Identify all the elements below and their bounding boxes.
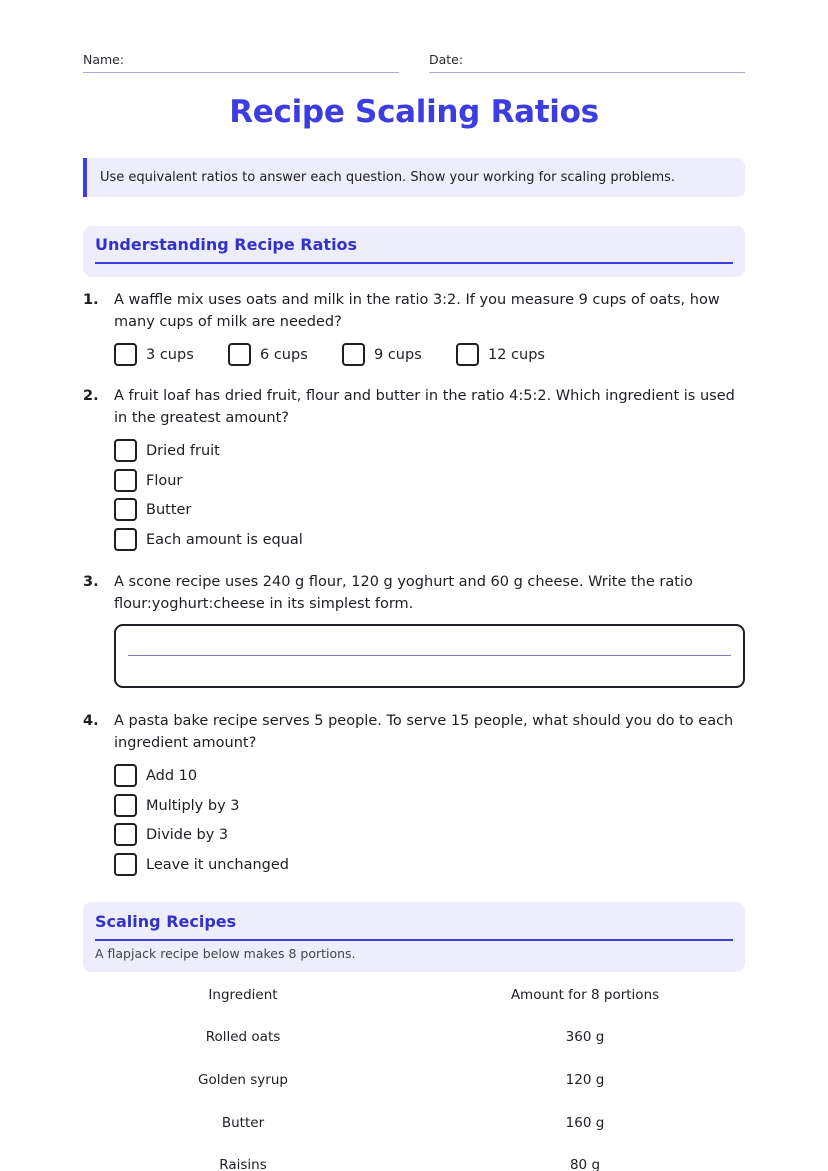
question-number: 3.: [83, 574, 99, 590]
column-header-amount: Amount for 8 portions: [510, 987, 660, 1003]
checkbox[interactable]: [114, 439, 137, 462]
date-label: Date:: [429, 52, 464, 67]
ingredient-cell: Raisins: [219, 1157, 267, 1171]
date-field[interactable]: [429, 52, 745, 73]
option-label: Each amount is equal: [146, 531, 303, 548]
section-scaling-recipes: [83, 902, 745, 972]
option-label: 12 cups: [488, 346, 545, 363]
amount-cell: 160 g: [565, 1115, 605, 1131]
section-title: Scaling Recipes: [95, 912, 237, 931]
question-number: 4.: [83, 713, 99, 729]
ingredient-cell: Golden syrup: [198, 1072, 288, 1088]
amount-cell: 120 g: [565, 1072, 605, 1088]
answer-line: [128, 655, 731, 656]
checkbox[interactable]: [342, 343, 365, 366]
table-row: [83, 1072, 745, 1092]
checkbox[interactable]: [114, 528, 137, 551]
q4-option-d[interactable]: [114, 853, 289, 876]
section-understanding-ratios: [83, 226, 745, 277]
q2-option-a[interactable]: [114, 439, 220, 462]
question-text: A pasta bake recipe serves 5 people. To serve 15 people, what should you do to each ingredient amount?: [114, 713, 734, 751]
question-number: 1.: [83, 292, 99, 308]
ingredient-cell: Butter: [221, 1115, 265, 1131]
checkbox[interactable]: [114, 498, 137, 521]
checkbox[interactable]: [114, 469, 137, 492]
section-divider: [95, 262, 733, 264]
option-label: 9 cups: [374, 346, 422, 363]
option-label: Divide by 3: [146, 826, 229, 843]
option-label: 6 cups: [260, 346, 308, 363]
q1-option-c[interactable]: [342, 343, 422, 366]
q4-option-b[interactable]: [114, 794, 240, 817]
name-label: Name:: [83, 52, 125, 67]
option-label: Leave it unchanged: [146, 856, 290, 873]
q1-option-a[interactable]: [114, 343, 194, 366]
q1-option-d[interactable]: [456, 343, 545, 366]
option-label: 3 cups: [146, 346, 194, 363]
checkbox[interactable]: [114, 794, 137, 817]
checkbox[interactable]: [114, 823, 137, 846]
table-row: [83, 1029, 745, 1049]
checkbox[interactable]: [456, 343, 479, 366]
name-field[interactable]: [83, 52, 399, 73]
checkbox[interactable]: [114, 343, 137, 366]
question-text: A waffle mix uses oats and milk in the ratio 3:2. If you measure 9 cups of oats, how many cups of milk are needed?: [114, 292, 720, 330]
table-header-row: [83, 987, 745, 1007]
question-text: A fruit loaf has dried fruit, flour and butter in the ratio 4:5:2. Which ingredient is used in the greatest amount?: [114, 388, 735, 426]
section-divider: [95, 939, 733, 941]
question-text: A scone recipe uses 240 g flour, 120 g yoghurt and 60 g cheese. Write the ratio flour:yoghurt:cheese in its simplest form.: [114, 574, 693, 612]
checkbox[interactable]: [114, 764, 137, 787]
option-label: Multiply by 3: [146, 797, 240, 814]
instructions-box: Use equivalent ratios to answer each question. Show your working for scaling problems.: [83, 158, 745, 197]
q3-answer-box[interactable]: [114, 624, 745, 688]
option-label: Add 10: [146, 767, 198, 784]
amount-cell: 80 g: [569, 1157, 601, 1171]
checkbox[interactable]: [228, 343, 251, 366]
column-header-ingredient: Ingredient: [208, 987, 278, 1003]
option-label: Dried fruit: [146, 442, 220, 459]
q2-option-c[interactable]: [114, 498, 191, 521]
q1-option-b[interactable]: [228, 343, 308, 366]
option-label: Flour: [146, 472, 183, 489]
table-row: [83, 1157, 745, 1171]
question-number: 2.: [83, 388, 99, 404]
table-row: [83, 1115, 745, 1135]
page-title: Recipe Scaling Ratios: [229, 94, 599, 130]
q2-option-d[interactable]: [114, 528, 303, 551]
amount-cell: 360 g: [565, 1029, 605, 1045]
q2-option-b[interactable]: [114, 469, 182, 492]
q4-option-c[interactable]: [114, 823, 228, 846]
ingredient-cell: Rolled oats: [205, 1029, 281, 1045]
option-label: Butter: [146, 501, 192, 518]
section-title: Understanding Recipe Ratios: [95, 235, 358, 254]
section-subtitle: A flapjack recipe below makes 8 portions.: [95, 946, 356, 961]
q4-option-a[interactable]: [114, 764, 197, 787]
checkbox[interactable]: [114, 853, 137, 876]
